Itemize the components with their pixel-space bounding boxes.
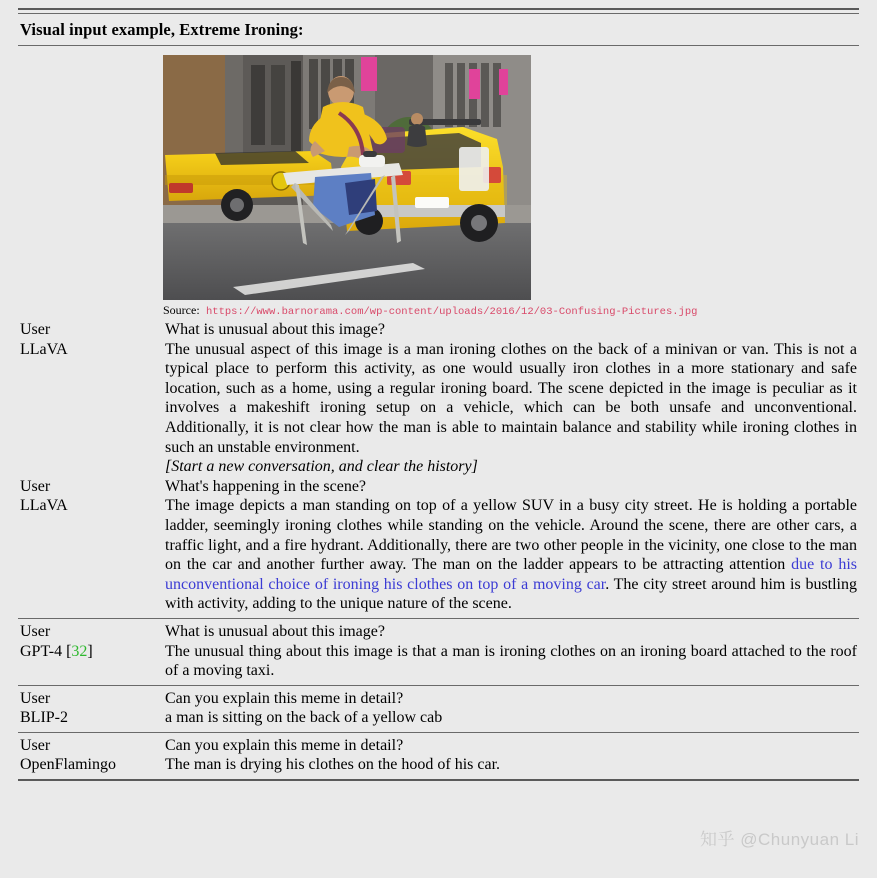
conversation-block-llava xyxy=(18,320,859,618)
table-row xyxy=(18,736,859,756)
user-question-1: What is unusual about this image? xyxy=(165,321,385,338)
llava-answer-2-highlight: due to his unconventional choice of ironing his clothes on top of a moving car xyxy=(165,556,858,593)
role-gpt4 xyxy=(18,642,165,662)
table-row xyxy=(18,457,859,477)
user-question-gpt4: What is unusual about this image? xyxy=(165,622,385,640)
photo-svg xyxy=(163,55,531,300)
citation-bracket-close: ] xyxy=(87,642,93,660)
reset-conversation-note: [Start a new conversation, and clear the history] xyxy=(165,458,478,476)
gpt4-answer: The unusual thing about this image is that a man is ironing clothes on an ironing board attached to the roof of a moving taxi. xyxy=(165,642,857,680)
user-question-openflamingo: Can you explain this meme in detail? xyxy=(165,736,404,754)
blip2-answer: a man is sitting on the back of a yellow cab xyxy=(165,709,443,727)
table-row xyxy=(18,622,859,642)
role-user: User xyxy=(20,477,51,495)
role-llava: LLaVA xyxy=(20,340,68,358)
role-user: User xyxy=(20,736,51,754)
table-row xyxy=(18,496,859,614)
role-llava: LLaVA xyxy=(20,497,68,515)
llava-answer-2 xyxy=(165,496,859,614)
llava-answer-2-tail: . The city street around him is bustling with activity, adding to the unique nature of the scene. xyxy=(165,575,858,613)
table-row xyxy=(18,689,859,709)
role-blip2: BLIP-2 xyxy=(20,709,68,727)
results-table xyxy=(18,8,859,781)
table-row xyxy=(18,642,859,681)
table-caption: Visual input example, Extreme Ironing: xyxy=(20,20,304,39)
conversation-block-blip2 xyxy=(18,689,859,732)
table-row xyxy=(18,340,859,458)
table-bottom-rule xyxy=(18,779,859,781)
citation-number[interactable]: 32 xyxy=(71,642,88,660)
table-row xyxy=(18,320,859,340)
table-row xyxy=(18,755,859,775)
table-row xyxy=(18,477,859,497)
conversation-block-openflamingo xyxy=(18,736,859,779)
user-question-2: What's happening in the scene? xyxy=(165,477,367,495)
role-user: User xyxy=(20,321,51,338)
role-user: User xyxy=(20,689,51,707)
llava-answer-1: The unusual aspect of this image is a man ironing clothes on the back of a minivan or van. This is not a typical place to perform this activity, as one would usually iron clothes in a more stationary and safe location, such as a home, using a regular ironing board. The scene depicted in the image is peculiar as it involves a makeshift ironing setup on a vehicle, which can be both unsafe and unconventional. Additionally, it is not clear how the man is able to maintain balance and stability while ironing clothes in such an unstable environment. xyxy=(165,340,857,456)
role-gpt4-label: GPT-4 xyxy=(20,642,63,660)
image-source-line xyxy=(163,300,859,320)
source-url: https://www.barnorama.com/wp-content/uploads/2016/12/03-Confusing-Pictures.jpg xyxy=(205,306,698,318)
openflamingo-answer: The man is drying his clothes on the hood of his car. xyxy=(165,756,501,774)
figure-block xyxy=(18,46,859,320)
role-openflamingo: OpenFlamingo xyxy=(20,756,116,774)
extreme-ironing-photo xyxy=(163,55,531,300)
user-question-blip2: Can you explain this meme in detail? xyxy=(165,689,404,707)
table-row xyxy=(18,708,859,728)
conversation-block-gpt4 xyxy=(18,622,859,685)
citation-bracket-open: [ xyxy=(66,642,72,660)
role-user: User xyxy=(20,622,51,640)
llava-answer-2-lead: The image depicts a man standing on top of a yellow SUV in a busy city street. He is holding a portable ladder, seemingly ironing clothes while standing on the vehicle. Around the scene, there are other cars, a traffic light, and a fire hydrant. Additionally, there are two other people in the vicinity, one close to the man on the car and another further away. The man on the ladder appears to be attracting attention xyxy=(165,497,857,574)
source-label: Source: xyxy=(163,303,200,317)
zhihu-watermark: 知乎 @Chunyuan Li xyxy=(700,830,859,849)
